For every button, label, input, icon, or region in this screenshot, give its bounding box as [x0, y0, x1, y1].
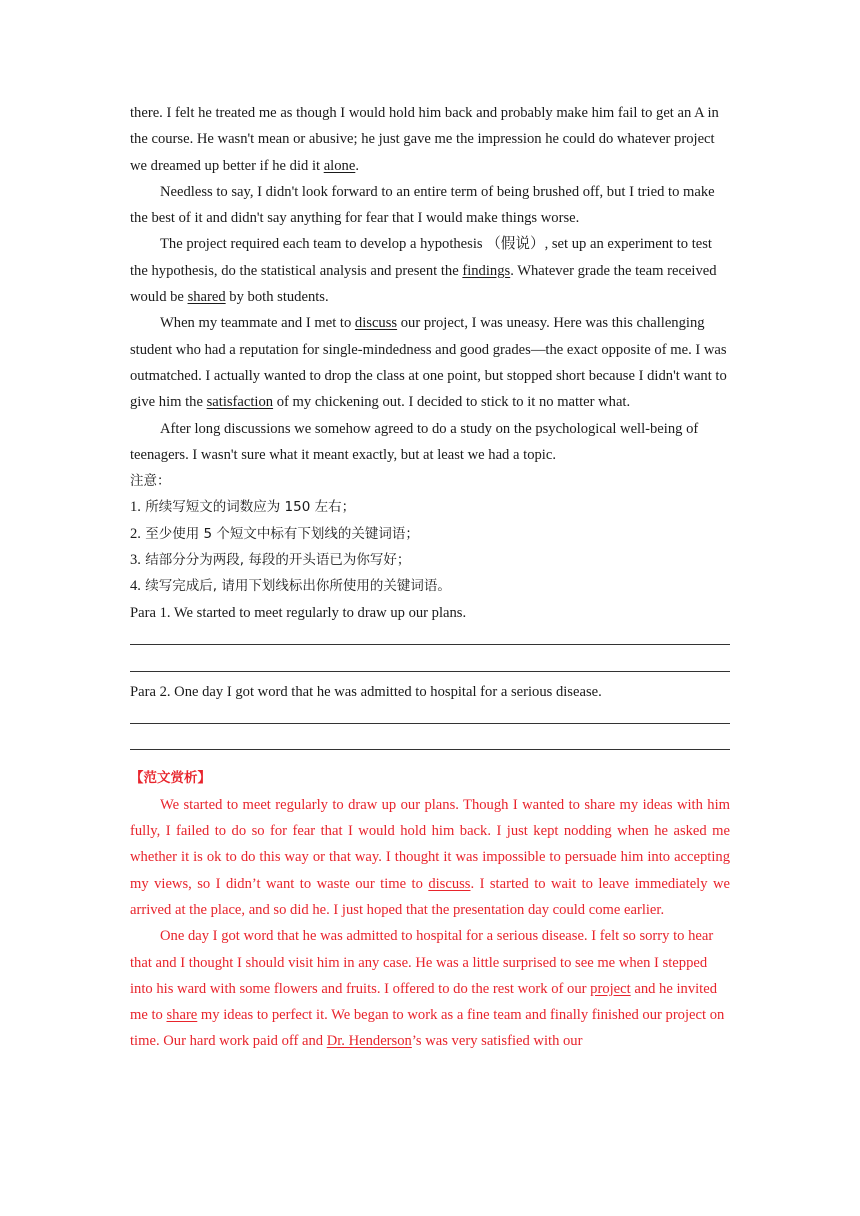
text: .: [355, 157, 359, 174]
note-item-1: [130, 494, 730, 520]
text: there. I felt he treated me as though I would hold him back and probably make him fail to get an A in the course. He wasn't mean or abusive; he just gave me the impression he could do whatever project we dreamed up better if he did it: [130, 105, 719, 174]
passage-paragraph-4: [130, 310, 730, 415]
text: We started to meet regularly to draw up our plans. Though I wanted to share my ideas with him fully, I failed to do so for fear that I would hold him back. I just kept nodding when he asked me whether it is ok to do this way or that way. I thought it was impossible to persuade him into accepting my views, so I didn’t want to waste our time to: [130, 796, 730, 892]
note-number: 2.: [130, 525, 141, 542]
para-1-prompt: Para 1. We started to meet regularly to draw up our plans.: [130, 604, 467, 621]
answer-line[interactable]: [130, 652, 730, 678]
text: of my chickening out. I decided to stick to it no matter what.: [273, 394, 631, 411]
passage-paragraph-5: After long discussions we somehow agreed to do a study on the psychological well-being of teenagers. I wasn't sure what it meant exactly, but at least we had a topic.: [130, 420, 699, 463]
model-paragraph-2: [130, 923, 730, 1054]
answer-line[interactable]: [130, 731, 730, 757]
key-word-satisfaction: satisfaction: [206, 394, 274, 411]
key-word-project: project: [590, 980, 631, 997]
note-item-3: [130, 547, 730, 573]
text: our project, I was uneasy. Here was this challenging student who had a reputation for single-mindedness and good grades—the exact opposite of me. I was outmatched. I actually wanted to drop the class at one point, but stopped short because I didn't want to give him the: [130, 315, 727, 411]
passage-paragraph-1: [130, 100, 730, 179]
text: my ideas to perfect it. We began to work as a fine team and finally finished our project on time. Our hard work paid off and: [130, 1007, 725, 1050]
key-word-shared: shared: [187, 289, 226, 306]
text: One day I got word that he was admitted to hospital for a serious disease. I felt so sorry to hear that and I thought I should visit him in any case. He was a little surprised to see me when I stepped into his ward with some flowers and fruits. I offered to do the rest work of our: [130, 928, 714, 997]
page-content: [130, 100, 730, 1055]
note-text: 结部分分为两段, 每段的开头语已为你写好；: [145, 552, 411, 569]
key-word-discuss: discuss: [354, 315, 398, 332]
answer-line[interactable]: [130, 705, 730, 731]
model-essay-heading: 【范文赏析】: [130, 770, 211, 787]
note-number: 3.: [130, 552, 141, 569]
text: by both students.: [225, 289, 329, 306]
text: The project required each team to develop a hypothesis （假说）, set up an experiment to test the hypothesis, do the statistical analysis and present the: [130, 236, 712, 279]
note-number: 4.: [130, 578, 141, 595]
text: . I started to wait to leave immediately we arrived at the place, and so did he. I just hoped that the presentation day could come earlier.: [130, 875, 730, 918]
key-word-discuss: discuss: [428, 875, 471, 892]
text: When my teammate and I met to: [160, 315, 355, 332]
note-item-4: [130, 573, 730, 599]
key-word-dr-henderson: Dr. Henderson: [326, 1033, 412, 1050]
key-word-alone: alone: [323, 157, 356, 174]
notes-title: 注意：: [130, 473, 171, 490]
note-text: 续写完成后, 请用下划线标出你所使用的关键词语。: [145, 578, 451, 595]
text: and he invited me to: [130, 980, 718, 1024]
key-word-findings: findings: [462, 262, 511, 279]
passage-paragraph-3: [130, 231, 730, 310]
passage-paragraph-2: Needless to say, I didn't look forward to an entire term of being brushed off, but I tried to make the best of it and didn't say anything for fear that I would make things worse.: [130, 183, 715, 227]
note-text: 所续写短文的词数应为 150 左右；: [145, 499, 356, 516]
model-paragraph-1: [130, 792, 730, 923]
note-text: 至少使用 5 个短文中标有下划线的关键词语；: [145, 525, 419, 542]
text: ’s was very satisfied with our: [411, 1033, 583, 1050]
note-number: 1.: [130, 499, 141, 516]
text: . Whatever grade the team received would be: [130, 262, 717, 306]
key-word-share: share: [166, 1007, 198, 1024]
para-2-prompt: Para 2. One day I got word that he was admitted to hospital for a serious disease.: [130, 683, 602, 700]
answer-line[interactable]: [130, 626, 730, 652]
note-item-2: [130, 521, 730, 547]
